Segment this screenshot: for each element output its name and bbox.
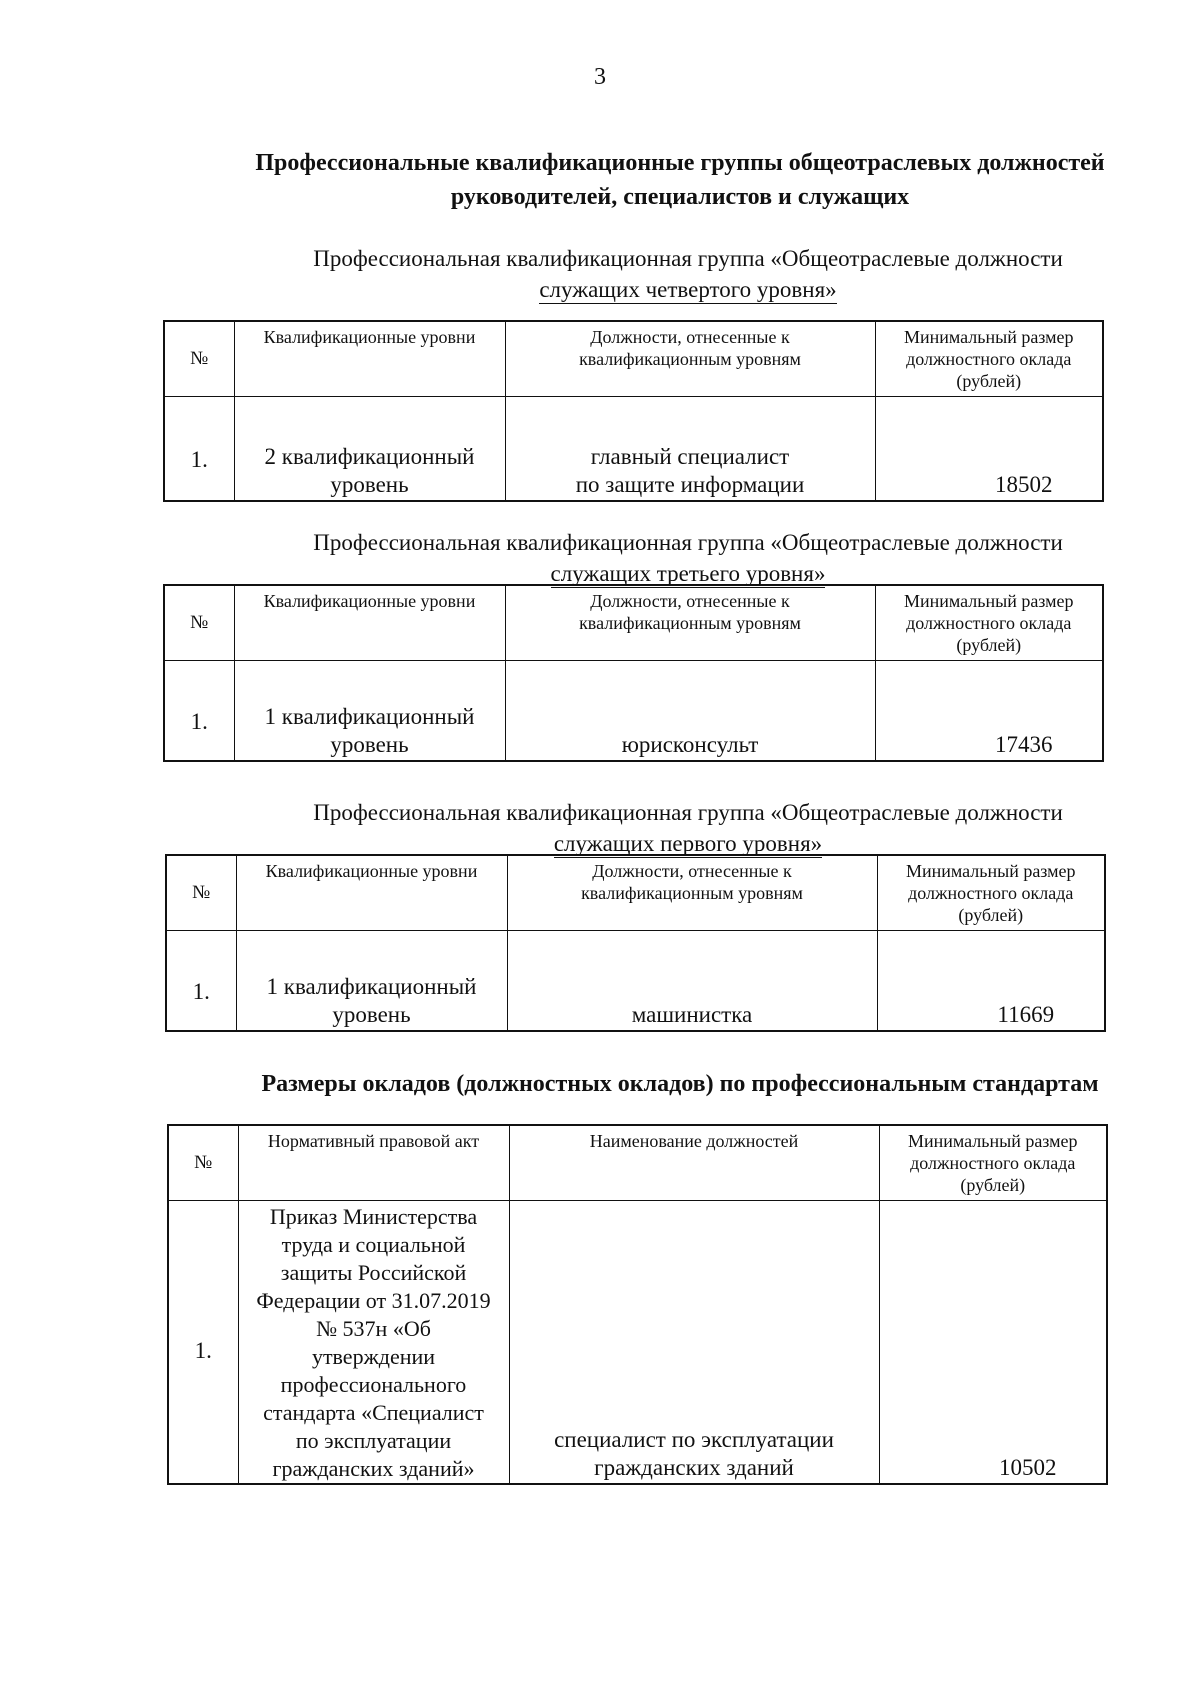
act-line: № 537н «Об (316, 1316, 431, 1341)
group-caption-level-1 (268, 797, 1108, 859)
header-positions: Наименование должностей (509, 1125, 879, 1201)
act-line: гражданских зданий» (272, 1456, 475, 1481)
header-salary-line-2: должностного оклада (908, 883, 1074, 903)
standards-table (167, 1124, 1108, 1485)
header-positions-line-2: квалификационным уровням (581, 883, 803, 903)
row-salary: 10502 (879, 1201, 1107, 1485)
header-salary-line-1: Минимальный размер (907, 1131, 1078, 1151)
header-positions-line-1: Должности, отнесенные к (592, 861, 792, 881)
row-number: 1. (168, 1201, 238, 1485)
header-level: Квалификационные уровни (234, 585, 505, 661)
document-title-line-1: Профессиональные квалификационные группы общеотраслевых должностей (255, 150, 1105, 176)
row-salary: 11669 (877, 931, 1105, 1031)
row-position (509, 1201, 879, 1485)
row-number: 1. (166, 931, 236, 1031)
table-header-row (166, 855, 1105, 931)
group-caption-level-4 (268, 243, 1108, 305)
group-caption-line-1: Профессиональная квалификационная группа «Общеотраслевые должности (313, 800, 1063, 825)
row-position-line-1: специалист по эксплуатации (554, 1427, 834, 1452)
row-position (505, 661, 875, 761)
act-line: утверждении (311, 1344, 436, 1369)
header-level: Квалификационные уровни (234, 321, 505, 397)
header-positions (505, 585, 875, 661)
row-level-line-1: 1 квалификационный (264, 703, 475, 729)
group-caption-line-2: служащих первого уровня» (553, 831, 823, 856)
row-level-line-2: уровень (330, 731, 409, 757)
header-salary-line-1: Минимальный размер (903, 591, 1074, 611)
header-salary-line-2: должностного оклада (906, 349, 1072, 369)
header-level: Квалификационные уровни (236, 855, 507, 931)
row-position (505, 397, 875, 501)
group-caption-line-1: Профессиональная квалификационная группа «Общеотраслевые должности (313, 530, 1063, 555)
header-salary-line-2: должностного оклада (910, 1153, 1076, 1173)
act-line: профессионального (280, 1372, 467, 1397)
qualification-table-level-1 (165, 854, 1106, 1032)
act-line: Федерации от 31.07.2019 (256, 1288, 491, 1313)
header-act: Нормативный правовой акт (238, 1125, 509, 1201)
row-position-line-2: юрисконсульт (621, 731, 759, 757)
row-salary: 18502 (875, 397, 1103, 501)
header-salary (875, 321, 1103, 397)
row-level (234, 397, 505, 501)
header-positions-line-2: квалификационным уровням (579, 349, 801, 369)
header-number: № (166, 855, 236, 931)
table-row (164, 397, 1103, 501)
act-line: Приказ Министерства (269, 1204, 478, 1229)
row-level-line-1: 2 квалификационный (264, 443, 475, 469)
act-line: по эксплуатации (295, 1428, 452, 1453)
act-line: труда и социальной (281, 1232, 466, 1257)
header-salary-line-2: должностного оклада (906, 613, 1072, 633)
row-level-line-2: уровень (332, 1001, 411, 1027)
row-position-line-1: главный специалист (590, 443, 790, 469)
table-row (168, 1201, 1107, 1485)
header-positions-line-1: Должности, отнесенные к (590, 591, 790, 611)
row-act (238, 1201, 509, 1485)
header-salary-line-3: (рублей) (960, 1175, 1026, 1195)
group-caption-line-2: служащих четвертого уровня» (539, 277, 837, 302)
table-header-row (168, 1125, 1107, 1201)
act-line: защиты Российской (280, 1260, 467, 1285)
row-number: 1. (164, 661, 234, 761)
header-salary-line-1: Минимальный размер (903, 327, 1074, 347)
header-positions-line-1: Должности, отнесенные к (590, 327, 790, 347)
row-position-line-2: машинистка (631, 1001, 753, 1027)
header-salary (879, 1125, 1107, 1201)
row-level-line-1: 1 квалификационный (266, 973, 477, 999)
header-positions-line-2: квалификационным уровням (579, 613, 801, 633)
page-number: 3 (594, 64, 606, 90)
header-number: № (164, 321, 234, 397)
row-number: 1. (164, 397, 234, 501)
header-salary-line-1: Минимальный размер (905, 861, 1076, 881)
table-header-row (164, 321, 1103, 397)
header-salary (875, 585, 1103, 661)
table-header-row (164, 585, 1103, 661)
row-level-line-2: уровень (330, 471, 409, 497)
group-caption-line-2: служащих третьего уровня» (550, 561, 826, 586)
row-level (236, 931, 507, 1031)
document-title (240, 146, 1120, 214)
header-positions (505, 321, 875, 397)
table-row (166, 931, 1105, 1031)
qualification-table-level-3 (163, 584, 1104, 762)
row-position-line-2: по защите информации (575, 471, 805, 497)
table-row (164, 661, 1103, 761)
row-position-line-2: гражданских зданий (594, 1455, 794, 1480)
qualification-table-level-4 (163, 320, 1104, 502)
header-positions (507, 855, 877, 931)
header-salary-line-3: (рублей) (956, 635, 1022, 655)
header-salary-line-3: (рублей) (958, 905, 1024, 925)
row-level (234, 661, 505, 761)
group-caption-level-3 (268, 527, 1108, 589)
act-line: стандарта «Специалист (263, 1400, 484, 1425)
row-salary: 17436 (875, 661, 1103, 761)
header-number: № (164, 585, 234, 661)
row-position (507, 931, 877, 1031)
standards-section-title: Размеры окладов (должностных окладов) по профессиональным стандартам (261, 1071, 1099, 1097)
document-title-line-2: руководителей, специалистов и служащих (450, 184, 910, 210)
header-salary (877, 855, 1105, 931)
header-number: № (168, 1125, 238, 1201)
group-caption-line-1: Профессиональная квалификационная группа «Общеотраслевые должности (313, 246, 1063, 271)
header-salary-line-3: (рублей) (956, 371, 1022, 391)
